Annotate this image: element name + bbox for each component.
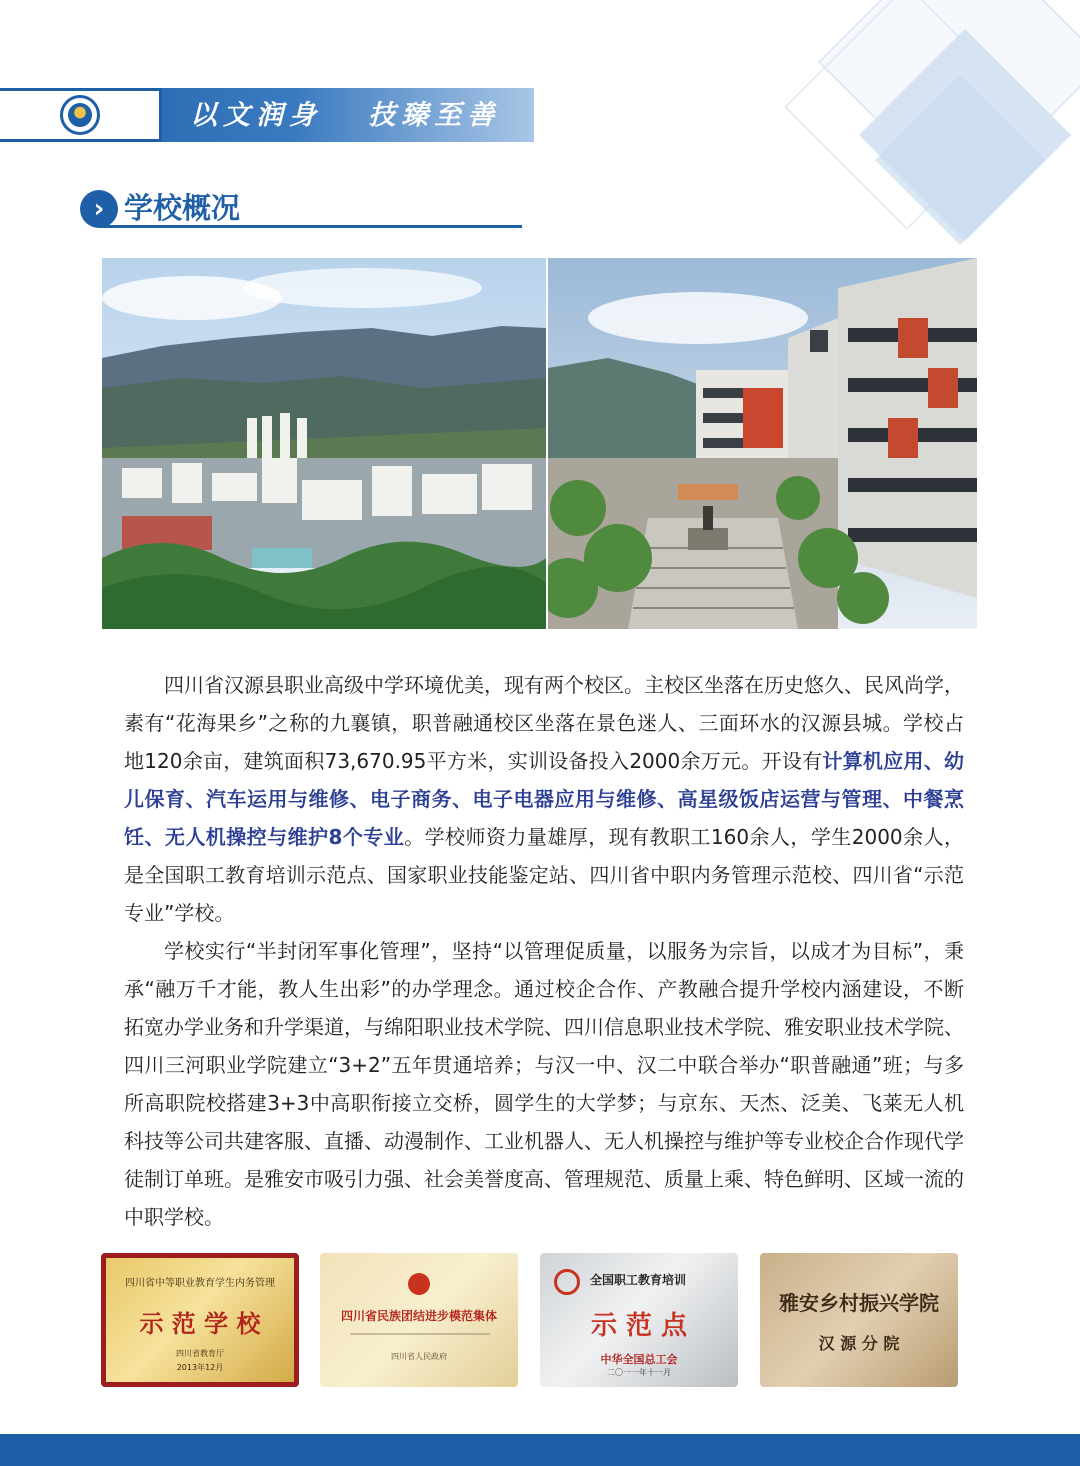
plaque-3-main: 示 范 点 [590, 1311, 688, 1341]
plaque-4-main: 雅安乡村振兴学院 [779, 1291, 939, 1315]
plaque-1-main: 示 范 学 校 [139, 1309, 261, 1338]
plaque-training-demo-point [540, 1253, 738, 1387]
chevron-right-icon: › [80, 190, 118, 228]
plaque-2-script-line [350, 1333, 490, 1335]
plaque-4-sub: 汉 源 分 院 [818, 1334, 900, 1353]
overview-text: 四川省汉源县职业高级中学环境优美，现有两个校区。主校区坐落在历史悠久、民风尚学，素有“花海果乡”之称的九襄镇，职普融通校区坐落在景色迷人、三面环水的汉源县城。学校占地120余亩，建筑面积73,670.95平方米，实训设备投入2000余万元。开设有 [124, 673, 964, 773]
plaque-3-issuer: 中华全国总工会 [600, 1353, 678, 1366]
plaque-1-issuer: 四川省教育厅 [176, 1349, 224, 1358]
plaque-rural-revitalization [760, 1253, 958, 1387]
plaque-1-date: 2013年12月 [176, 1363, 224, 1372]
school-logo-icon [60, 95, 100, 135]
school-motto: 以文润身 技臻至善 [190, 100, 501, 131]
section-title: 学校概况 [124, 191, 241, 225]
plaque-3-top: 全国职工教育培训 [590, 1273, 687, 1287]
majors-highlight: 计算机应用、幼儿保育、汽车运用与维修、电子商务、电子电器应用与维修、高星级饭店运营与管理、中餐烹饪、无人机操控与维护8个专业 [124, 749, 965, 849]
photo-campus-building [548, 258, 977, 629]
plaque-3-date: 二〇一一年十一月 [607, 1368, 671, 1377]
paragraph-management: 学校实行“半封闭军事化管理”，坚持“以管理促质量，以服务为宗旨，以成才为目标”，秉承“融万千才能，教人生出彩”的办学理念。通过校企合作、产教融合提升学校内涵建设，不断拓宽办学业务和升学渠道，与绵阳职业技术学院、四川信息职业技术学院、雅安职业技术学院、四川三河职业学院建立“3+2”五年贯通培养；与汉一中、汉二中联合举办“职普融通”班；与多所高职院校搭建3+3中高职衔接立交桥，圆学生的大学梦；与京东、天杰、泛美、飞莱无人机科技等公司共建客服、直播、动漫制作、工业机器人、无人机操控与维护等专业校企合作现代学徒制订单班。是雅安市吸引力强、社会美誉度高、管理规范、质量上乘、特色鲜明、区域一流的中职学校。 [124, 939, 964, 1229]
section-underline [100, 225, 522, 228]
paragraph-overview [124, 666, 964, 932]
plaque-demo-school [101, 1253, 299, 1387]
footer-band [0, 1434, 1080, 1466]
plaque-2-main: 四川省民族团结进步模范集体 [340, 1309, 497, 1323]
header-logo-box [0, 88, 162, 142]
plaque-2-issuer: 四川省人民政府 [391, 1352, 447, 1361]
overview-text-rest: 。学校师资力量雄厚，现有教职工160余人，学生2000余人，是全国职工教育培训示范点、国家职业技能鉴定站、四川省中职内务管理示范校、四川省“示范专业”学校。 [124, 825, 964, 925]
emblem-icon [408, 1273, 430, 1295]
plaque-ethnic-unity [320, 1253, 518, 1387]
plaque-1-top: 四川省中等职业教育学生内务管理 [125, 1278, 275, 1289]
photo-town-landscape [102, 258, 546, 629]
union-emblem-icon [554, 1269, 580, 1295]
school-introduction [124, 666, 964, 1236]
